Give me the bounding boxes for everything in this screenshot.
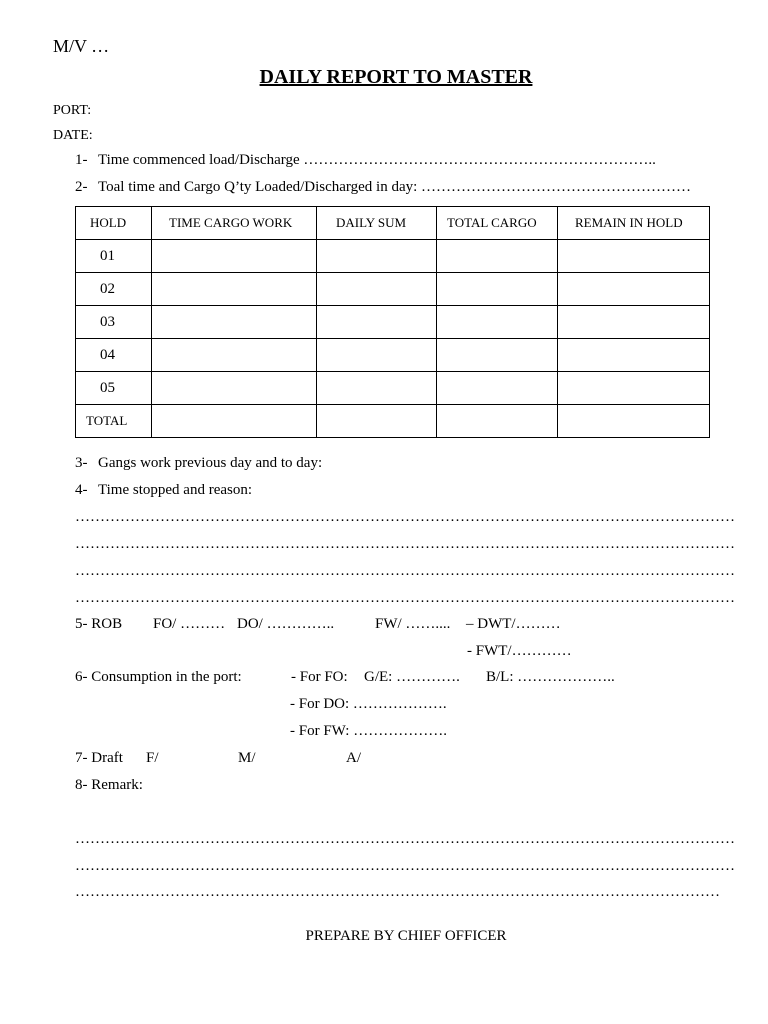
cell-time-cargo-work[interactable]	[152, 273, 317, 306]
item-4-number: 4-	[75, 482, 88, 498]
consumption-label: 6- Consumption in the port:	[75, 669, 242, 685]
cell-total-cargo[interactable]	[437, 339, 558, 372]
cell-remain-in-hold[interactable]	[558, 405, 710, 438]
rob-fo: FO/ ………	[153, 616, 226, 632]
table-total-row	[76, 405, 710, 438]
rob-do: DO/ …………..	[237, 616, 335, 632]
reason-line-3[interactable]: ……………………………………………………………………………………………………………………	[75, 563, 735, 579]
table-row	[76, 372, 710, 405]
table-row	[76, 339, 710, 372]
item-1-text: Time commenced load/Discharge ……………………………………………………………..	[98, 152, 656, 168]
port-label: PORT:	[53, 103, 92, 118]
cargo-table	[75, 206, 710, 438]
consumption-bl: B/L: ………………..	[486, 669, 615, 685]
item-2-number: 2-	[75, 179, 88, 195]
hold-cell: 04	[76, 339, 152, 372]
hold-cell: 02	[76, 273, 152, 306]
draft-label: 7- Draft	[75, 750, 123, 766]
cell-total-cargo[interactable]	[437, 273, 558, 306]
remark-line-1[interactable]: ……………………………………………………………………………………………………………………	[75, 831, 735, 847]
header-remain-in-hold: REMAIN IN HOLD	[558, 207, 710, 240]
item-4-text: Time stopped and reason:	[98, 482, 253, 498]
cell-remain-in-hold[interactable]	[558, 339, 710, 372]
item-3-number: 3-	[75, 455, 88, 471]
cell-daily-sum[interactable]	[317, 405, 437, 438]
cell-total-cargo[interactable]	[437, 372, 558, 405]
hold-cell: 01	[76, 240, 152, 273]
item-2-text: Toal time and Cargo Q’ty Loaded/Discharged in day: ………………………………………………	[98, 179, 692, 195]
cell-time-cargo-work[interactable]	[152, 240, 317, 273]
cell-total-cargo[interactable]	[437, 306, 558, 339]
vessel-name: M/V …	[53, 36, 110, 56]
draft-midship: M/	[238, 750, 256, 766]
cell-daily-sum[interactable]	[317, 339, 437, 372]
cell-time-cargo-work[interactable]	[152, 372, 317, 405]
table-row	[76, 273, 710, 306]
remark-label: 8- Remark:	[75, 777, 143, 793]
cell-remain-in-hold[interactable]	[558, 240, 710, 273]
header-hold: HOLD	[76, 207, 152, 240]
hold-cell: 05	[76, 372, 152, 405]
cell-daily-sum[interactable]	[317, 372, 437, 405]
cell-daily-sum[interactable]	[317, 306, 437, 339]
consumption-ge: G/E: ………….	[364, 669, 460, 685]
header-total-cargo: TOTAL CARGO	[437, 207, 558, 240]
cell-total-cargo[interactable]	[437, 405, 558, 438]
item-1-number: 1-	[75, 152, 88, 168]
consumption-do: - For DO: ……………….	[290, 696, 447, 712]
cell-remain-in-hold[interactable]	[558, 306, 710, 339]
header-daily-sum: DAILY SUM	[317, 207, 437, 240]
prepared-by: PREPARE BY CHIEF OFFICER	[305, 928, 507, 944]
rob-label: 5- ROB	[75, 616, 123, 632]
total-cell: TOTAL	[76, 405, 152, 438]
cell-time-cargo-work[interactable]	[152, 306, 317, 339]
table-row	[76, 240, 710, 273]
cell-daily-sum[interactable]	[317, 240, 437, 273]
rob-fwt: - FWT/…………	[467, 643, 572, 659]
item-3-text: Gangs work previous day and to day:	[98, 455, 323, 471]
page-title: DAILY REPORT TO MASTER	[259, 66, 533, 88]
rob-fw: FW/ ……....	[375, 616, 451, 632]
consumption-fw: - For FW: ……………….	[290, 723, 447, 739]
cell-remain-in-hold[interactable]	[558, 372, 710, 405]
reason-line-1[interactable]: ……………………………………………………………………………………………………………………	[75, 509, 735, 525]
table-header-row	[76, 207, 710, 240]
cell-daily-sum[interactable]	[317, 273, 437, 306]
header-time-cargo-work: TIME CARGO WORK	[152, 207, 317, 240]
date-label: DATE:	[53, 128, 93, 143]
remark-line-3[interactable]: …………………………………………………………………………………………………………………	[75, 884, 720, 900]
draft-aft: A/	[346, 750, 361, 766]
reason-line-4[interactable]: ……………………………………………………………………………………………………………………	[75, 590, 735, 606]
remark-line-2[interactable]: ……………………………………………………………………………………………………………………	[75, 858, 735, 874]
cell-total-cargo[interactable]	[437, 240, 558, 273]
table-row	[76, 306, 710, 339]
rob-dwt: – DWT/………	[466, 616, 561, 632]
cell-remain-in-hold[interactable]	[558, 273, 710, 306]
reason-line-2[interactable]: ……………………………………………………………………………………………………………………	[75, 536, 735, 552]
draft-forward: F/	[146, 750, 159, 766]
hold-cell: 03	[76, 306, 152, 339]
cell-time-cargo-work[interactable]	[152, 339, 317, 372]
consumption-fo-label: - For FO:	[291, 669, 348, 685]
cell-time-cargo-work[interactable]	[152, 405, 317, 438]
